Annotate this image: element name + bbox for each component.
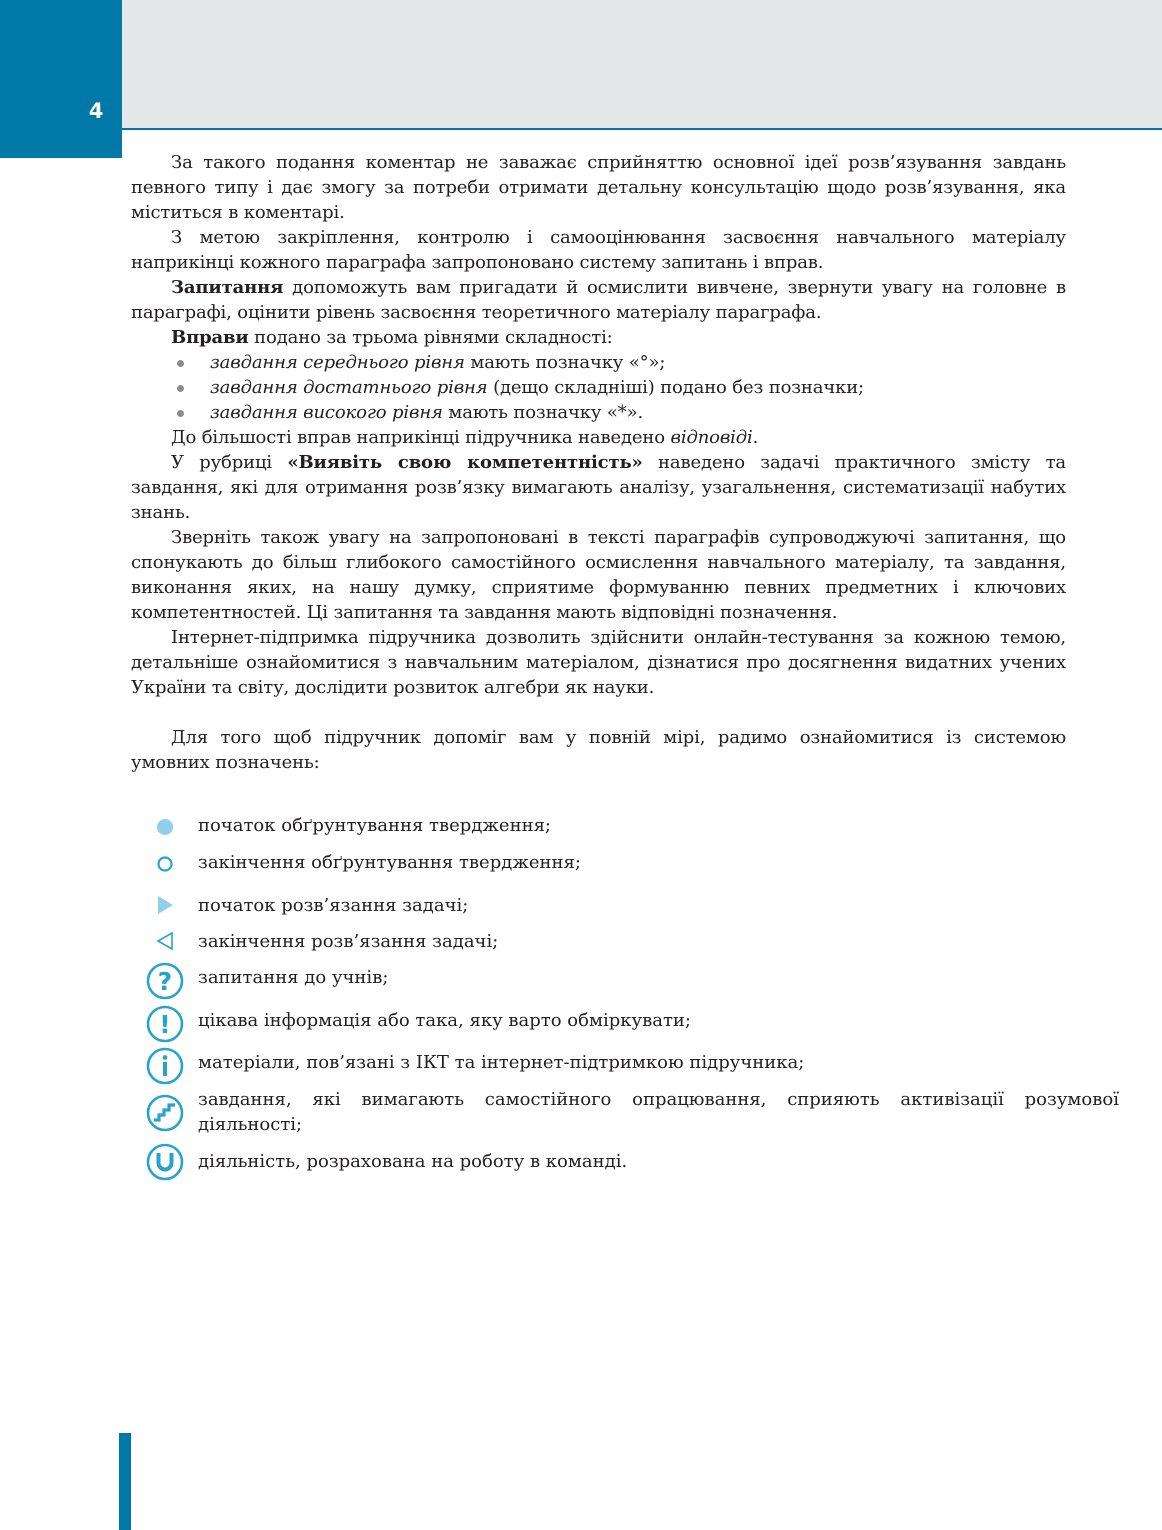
svg-text:!: ! bbox=[159, 1010, 171, 1039]
hollow-triangle-left-icon bbox=[145, 921, 185, 961]
list-item: завдання середнього рівня мають позначку «°»; bbox=[131, 350, 1066, 375]
info-circle-icon bbox=[145, 1046, 185, 1086]
legend-item: закінчення розв’язання задачі; bbox=[145, 929, 1119, 954]
legend-item: ! цікава інформація або така, яку варто обміркувати; bbox=[145, 1008, 1119, 1033]
paragraph: У рубриці «Виявіть свою компетентність» наведено задачі практичного змісту та завдання, які для отримання розв’язку вимагають аналізу, узагальнення, систематизації набутих знань. bbox=[131, 452, 1066, 523]
hollow-circle-icon bbox=[145, 844, 185, 884]
legend-item: початок розв’язання задачі; bbox=[145, 893, 1119, 918]
bullet-icon bbox=[177, 410, 184, 417]
paragraph: Зверніть також увагу на запропоновані в тексті параграфів супроводжуючі запитання, що спонукають до більш глибокого самостійного осмислення навчального матеріалу, та завдання, виконання яких, на нашу думку, сприятиме формуванню певних предметних і ключових компетентностей. Ці запитання та завдання мають відповідні позначення. bbox=[131, 527, 1066, 623]
list-item: завдання високого рівня мають позначку «*». bbox=[131, 400, 1066, 425]
paragraph: Для того щоб підручник допоміг вам у повній мірі, радимо ознайомитися із системою умовних позначень: bbox=[131, 727, 1066, 773]
body-text bbox=[131, 150, 1066, 775]
question-circle-icon bbox=[145, 961, 185, 1001]
legend-item: початок обґрунтування твердження; bbox=[145, 813, 1119, 838]
legend-item: закінчення обґрунтування твердження; bbox=[145, 850, 1119, 875]
filled-circle-icon bbox=[145, 807, 185, 847]
legend-item: матеріали, пов’язані з ІКТ та інтернет-підтримкою підручника; bbox=[145, 1050, 1119, 1075]
exclamation-circle-icon bbox=[145, 1004, 185, 1044]
legend-item: діяльність, розрахована на роботу в команді. bbox=[145, 1149, 1119, 1174]
filled-triangle-right-icon bbox=[145, 885, 185, 925]
spacer bbox=[131, 700, 1066, 725]
paragraph: За такого подання коментар не заважає сприйняттю основної ідеї розв’язування завдань певного типу і дає змогу за потреби отримати детальну консультацію щодо розв’язування, яка міститься в коментарі. bbox=[131, 152, 1066, 223]
paragraph: Вправи подано за трьома рівнями складності: bbox=[171, 327, 613, 348]
bullet-icon bbox=[177, 360, 184, 367]
paragraph: З метою закріплення, контролю і самооцінювання засвоєння навчального матеріалу наприкінці кожного параграфа запропоновано систему запитань і вправ. bbox=[131, 227, 1066, 273]
legend-item: ? запитання до учнів; bbox=[145, 965, 1119, 990]
page-number-tab bbox=[0, 0, 122, 158]
svg-text:?: ? bbox=[157, 967, 173, 996]
header-band bbox=[122, 0, 1162, 128]
stairs-circle-icon bbox=[145, 1093, 185, 1133]
legend-item: завдання, які вимагають самостійного опрацювання, сприяють активізації розумової діяльності; bbox=[145, 1087, 1119, 1137]
difficulty-list bbox=[131, 350, 1066, 425]
page-number: 4 bbox=[88, 99, 104, 123]
paragraph: До більшості вправ наприкінці підручника наведено відповіді. bbox=[171, 427, 759, 448]
list-item: завдання достатнього рівня (дещо складніші) подано без позначки; bbox=[131, 375, 1066, 400]
bullet-icon bbox=[177, 385, 184, 392]
rubric-name: «Виявіть свою компетентність» bbox=[287, 452, 643, 473]
term-questions: Запитання bbox=[171, 277, 284, 298]
paragraph: Інтернет-підпримка підручника дозволить здійснити онлайн-тестування за кожною темою, детальніше ознайомитися з навчальним матеріалом, дізнатися про досягнення видатних учених України та світу, дослідити розвиток алгебри як науки. bbox=[131, 627, 1066, 698]
bottom-accent-bar bbox=[119, 1433, 131, 1530]
magnet-circle-icon bbox=[145, 1142, 185, 1182]
header-rule bbox=[122, 128, 1162, 130]
paragraph: Запитання допоможуть вам пригадати й осмислити вивчене, звернути увагу на головне в параграфі, оцінити рівень засвоєння теоретичного матеріалу параграфа. bbox=[131, 277, 1066, 323]
term-exercises: Вправи bbox=[171, 327, 249, 348]
